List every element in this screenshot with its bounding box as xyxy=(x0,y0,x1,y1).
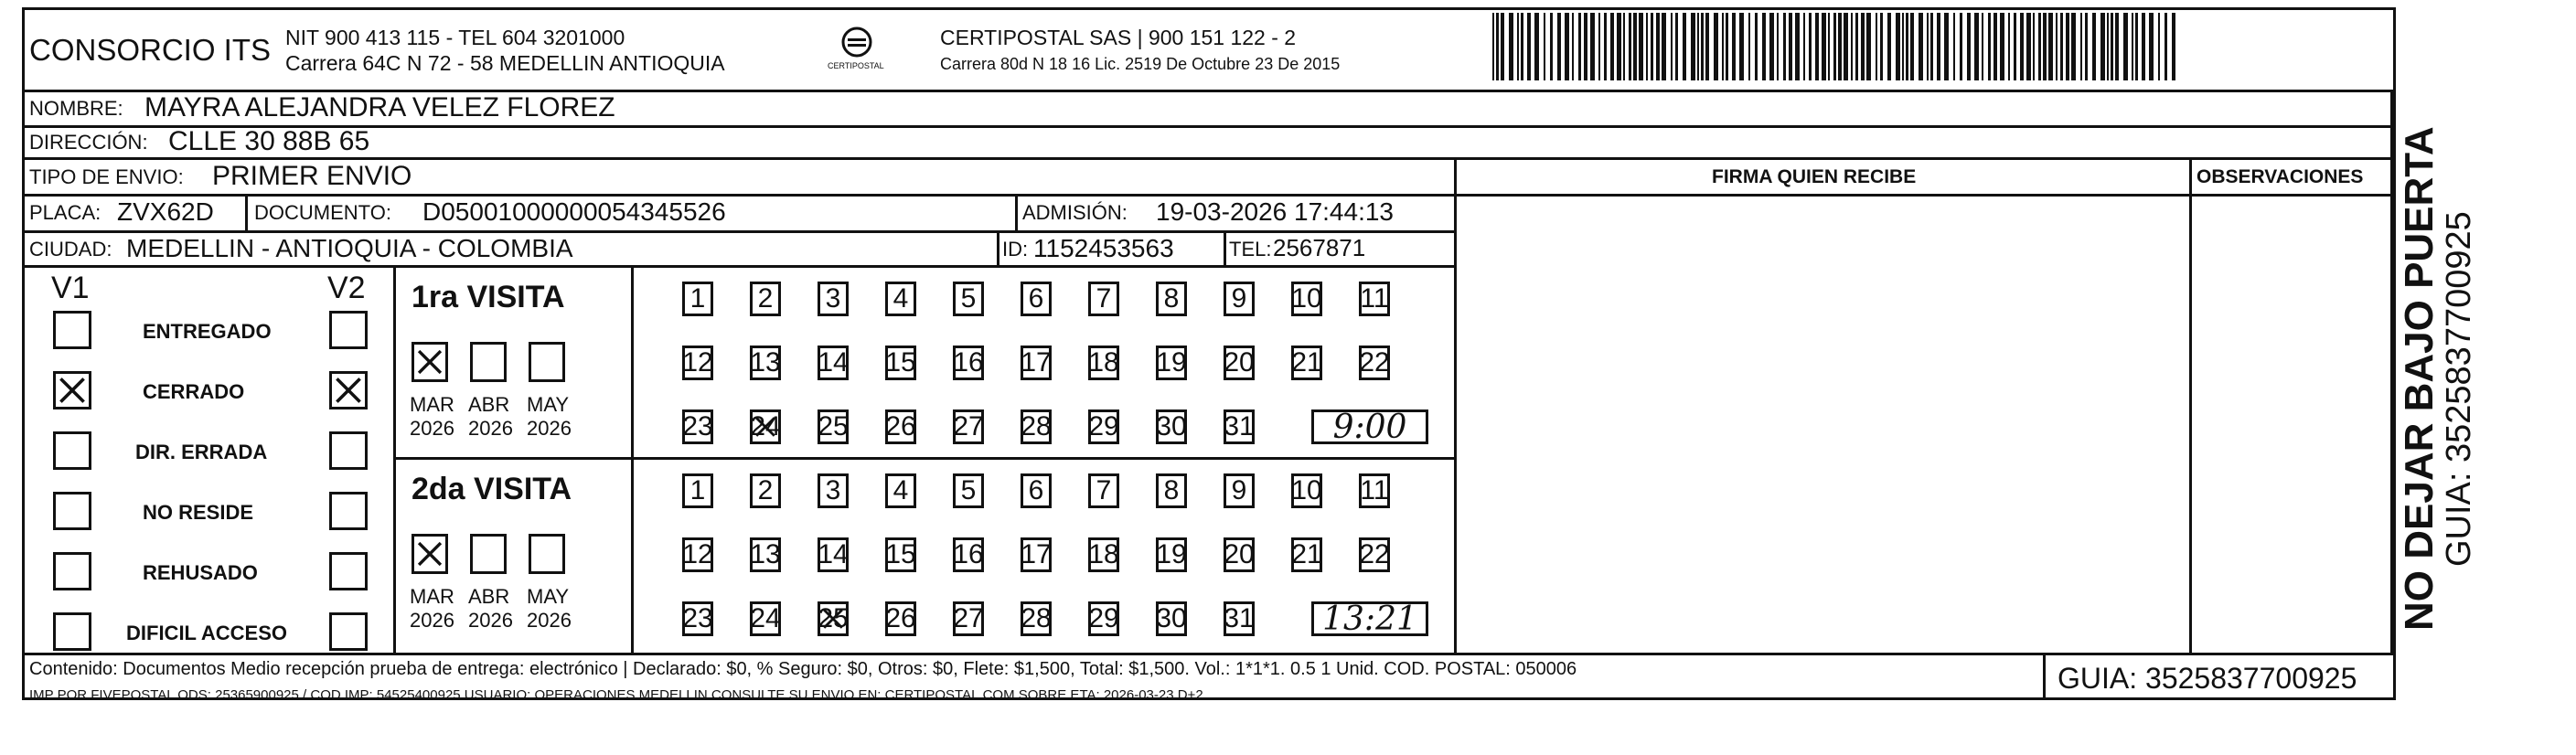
imp-line: IMP POR FIVEPOSTAL ODS: 25365900925 / COD.IMP: 54525400925 USUARIO: OPERACIONES MEDELLIN CONSULTE SU ENVIO EN: CERTIPOSTAL.COM SOBRE ETA: 2026-03-23 D+2 xyxy=(29,687,1203,703)
barcode-bar xyxy=(1610,13,1614,80)
day-box[interactable]: 22 xyxy=(1359,537,1390,572)
visit-title: 1ra VISITA xyxy=(412,280,565,314)
barcode-bar xyxy=(1902,13,1904,80)
month-label: ABR xyxy=(468,585,510,608)
day-box[interactable]: 1 xyxy=(682,282,713,316)
barcode-bar xyxy=(1919,13,1923,80)
barcode-bar xyxy=(1705,13,1709,80)
status-label: ENTREGADO xyxy=(143,320,272,343)
barcode-bar xyxy=(2014,13,2016,80)
barcode-bar xyxy=(2026,13,2031,80)
day-box[interactable]: 19 xyxy=(1156,537,1187,572)
status-v1-checkbox[interactable] xyxy=(53,311,91,349)
day-box[interactable]: 30 xyxy=(1156,409,1187,444)
day-box[interactable]: 29 xyxy=(1088,601,1119,636)
barcode-bar xyxy=(1910,13,1914,80)
day-box[interactable]: 28 xyxy=(1021,409,1052,444)
city-value: MEDELLIN - ANTIOQUIA - COLOMBIA xyxy=(126,234,573,262)
barcode-bar xyxy=(2135,13,2138,80)
month-label: ABR xyxy=(468,393,510,416)
rule xyxy=(22,653,2396,655)
barcode-bar xyxy=(1748,13,1750,80)
day-box[interactable]: 9 xyxy=(1224,282,1255,316)
barcode-bar xyxy=(1557,13,1561,80)
rule xyxy=(2390,90,2393,653)
status-v1-checkbox[interactable] xyxy=(53,431,91,470)
time-box[interactable]: 9:00 xyxy=(1311,409,1428,444)
barcode-bar xyxy=(1755,13,1758,80)
status-v1-checkbox[interactable] xyxy=(53,612,91,651)
barcode-bar xyxy=(1509,13,1513,80)
barcode-bar xyxy=(2085,13,2088,80)
shipment-type: PRIMER ENVIO xyxy=(212,161,412,191)
barcode-bar xyxy=(1855,13,1858,80)
barcode-bar xyxy=(1722,13,1724,80)
day-box[interactable]: 16 xyxy=(953,346,984,380)
barcode-bar xyxy=(1534,13,1539,80)
day-box[interactable]: 14 xyxy=(818,537,849,572)
status-label: REHUSADO xyxy=(143,561,258,584)
day-box[interactable]: 13 xyxy=(750,537,781,572)
day-box[interactable]: 15 xyxy=(885,346,916,380)
type-label: TIPO DE ENVIO: xyxy=(29,165,184,188)
document-label: DOCUMENTO: xyxy=(254,201,391,224)
day-box[interactable]: 14 xyxy=(818,346,849,380)
firma-label: FIRMA QUIEN RECIBE xyxy=(1712,166,1917,187)
company-address: Carrera 64C N 72 - 58 MEDELLIN ANTIOQUIA xyxy=(285,51,725,75)
day-box[interactable]: 8 xyxy=(1156,473,1187,508)
barcode-bar xyxy=(1833,13,1836,80)
day-box[interactable]: 13 xyxy=(750,346,781,380)
month-checkbox[interactable] xyxy=(470,342,507,382)
barcode-bar xyxy=(2107,13,2109,80)
day-box[interactable]: 21 xyxy=(1291,346,1322,380)
day-box[interactable]: 1 xyxy=(682,473,713,508)
day-box[interactable]: 12 xyxy=(682,537,713,572)
rule xyxy=(1224,230,1226,265)
carrier-license: Carrera 80d N 18 16 Lic. 2519 De Octubre 23 De 2015 xyxy=(940,55,1341,73)
day-box[interactable]: 3 xyxy=(818,282,849,316)
day-box[interactable]: 18 xyxy=(1088,346,1119,380)
day-box[interactable]: 7 xyxy=(1088,282,1119,316)
barcode-bar xyxy=(1527,13,1531,80)
status-label: DIFICIL ACCESO xyxy=(126,622,288,644)
rule xyxy=(245,194,248,230)
barcode-bar xyxy=(1675,13,1678,80)
rule xyxy=(1454,194,2390,197)
barcode-bar xyxy=(1851,13,1853,80)
day-box[interactable]: 24 xyxy=(750,601,781,636)
barcode-bar xyxy=(1993,13,1997,80)
month-year: 2026 xyxy=(410,609,454,632)
tel-value: 2567871 xyxy=(1273,234,1366,261)
barcode-bar xyxy=(2043,13,2047,80)
day-box[interactable]: 10 xyxy=(1291,473,1322,508)
barcode-bar xyxy=(1974,13,1979,80)
barcode-bar xyxy=(1838,13,1842,80)
day-box[interactable]: 16 xyxy=(953,537,984,572)
barcode-bar xyxy=(1544,13,1545,80)
rule xyxy=(22,125,2396,128)
barcode-bar xyxy=(1671,13,1673,80)
month-year: 2026 xyxy=(527,609,572,632)
day-box[interactable]: 24 xyxy=(750,409,781,444)
day-box[interactable]: 17 xyxy=(1021,346,1052,380)
day-box[interactable]: 12 xyxy=(682,346,713,380)
barcode-bar xyxy=(2111,13,2113,80)
barcode-bar xyxy=(1789,13,1792,80)
status-v2-checkbox[interactable] xyxy=(329,492,368,530)
barcode-bar xyxy=(1550,13,1553,80)
day-box[interactable]: 26 xyxy=(885,601,916,636)
certipostal-logo xyxy=(828,24,886,79)
barcode-bar xyxy=(1651,13,1653,80)
month-year: 2026 xyxy=(468,609,513,632)
barcode-bar xyxy=(2092,13,2096,80)
barcode-bar xyxy=(1697,13,1699,80)
barcode-bar xyxy=(2008,13,2010,80)
day-box[interactable]: 27 xyxy=(953,409,984,444)
barcode-bar xyxy=(1988,13,1991,80)
barcode-bar xyxy=(1629,13,1631,80)
rule xyxy=(631,265,634,653)
barcode-bar xyxy=(1639,13,1643,80)
nit-line: NIT 900 413 115 - TEL 604 3201000 xyxy=(285,26,625,49)
visit-title: 2da VISITA xyxy=(412,472,572,506)
day-box[interactable]: 20 xyxy=(1224,346,1255,380)
barcode-bar xyxy=(1906,13,1908,80)
barcode-bar xyxy=(1623,13,1625,80)
rule xyxy=(22,157,2396,160)
month-checkbox[interactable] xyxy=(470,534,507,574)
day-box[interactable]: 11 xyxy=(1359,282,1390,316)
month-year: 2026 xyxy=(410,417,454,440)
day-box[interactable]: 6 xyxy=(1021,282,1052,316)
barcode-bar xyxy=(2033,13,2035,80)
barcode-bar xyxy=(1739,13,1744,80)
barcode-bar xyxy=(2071,13,2076,80)
barcode-bar xyxy=(1861,13,1865,80)
no-dejar-bajo-puerta: NO DEJAR BAJO PUERTA xyxy=(2397,126,2442,631)
day-box[interactable]: 25 xyxy=(818,601,849,636)
barcode-bar xyxy=(1937,13,1940,80)
barcode-bar xyxy=(1590,13,1595,80)
barcode-bar xyxy=(2056,13,2058,80)
barcode-bar xyxy=(2172,13,2175,80)
barcode-bar xyxy=(1662,13,1666,80)
barcode-bar xyxy=(1880,13,1883,80)
plate-label: PLACA: xyxy=(29,201,102,224)
day-box[interactable]: 18 xyxy=(1088,537,1119,572)
v1-label: V1 xyxy=(51,271,90,305)
barcode-bar xyxy=(1967,13,1971,80)
content-line: Contenido: Documentos Medio recepción prueba de entrega: electrónico | Declarado: $0, % Seguro: $0, Otros: $0, Flete: $1,500, Total: $1,500. Vol.: 1*1*1. 0.5 1 Unid. COD. POSTAL: 050006 xyxy=(29,659,1577,679)
month-checkbox[interactable] xyxy=(529,534,565,574)
status-v2-checkbox[interactable] xyxy=(329,431,368,470)
barcode-bar xyxy=(1656,13,1660,80)
day-box[interactable]: 15 xyxy=(885,537,916,572)
recipient-address: CLLE 30 88B 65 xyxy=(168,126,370,156)
rule xyxy=(393,457,1456,460)
month-label: MAR xyxy=(410,393,454,416)
day-box[interactable]: 8 xyxy=(1156,282,1187,316)
rule xyxy=(393,265,396,653)
day-box[interactable]: 7 xyxy=(1088,473,1119,508)
day-box[interactable]: 28 xyxy=(1021,601,1052,636)
day-box[interactable]: 29 xyxy=(1088,409,1119,444)
company-name: CONSORCIO ITS xyxy=(29,33,272,67)
barcode-bar xyxy=(1815,13,1819,80)
id-value: 1152453563 xyxy=(1033,234,1174,262)
barcode-bar xyxy=(1496,13,1499,80)
day-box[interactable]: 5 xyxy=(953,282,984,316)
month-checkbox[interactable] xyxy=(412,534,448,574)
barcode-bar xyxy=(1633,13,1637,80)
barcode-bar xyxy=(1809,13,1812,80)
rule xyxy=(1015,194,1018,230)
status-v2-checkbox[interactable] xyxy=(329,552,368,590)
barcode-bar xyxy=(1876,13,1877,80)
name-label: NOMBRE: xyxy=(29,97,123,120)
rule xyxy=(22,230,1456,233)
month-label: MAR xyxy=(410,585,454,608)
barcode-bar xyxy=(2149,13,2154,80)
day-box[interactable]: 31 xyxy=(1224,409,1255,444)
barcode-bar xyxy=(1828,13,1830,80)
day-box[interactable]: 30 xyxy=(1156,601,1187,636)
day-box[interactable]: 26 xyxy=(885,409,916,444)
day-box[interactable]: 4 xyxy=(885,473,916,508)
barcode-bar xyxy=(1617,13,1621,80)
barcode-bar xyxy=(1844,13,1848,80)
barcode-bar xyxy=(1701,13,1704,80)
barcode-bar xyxy=(1953,13,1955,80)
barcode-bar xyxy=(2060,13,2063,80)
barcode-bar xyxy=(1927,13,1929,80)
barcode-bar xyxy=(1896,13,1900,80)
day-box[interactable]: 20 xyxy=(1224,537,1255,572)
barcode-bar xyxy=(1783,13,1786,80)
barcode-bar xyxy=(1714,13,1718,80)
month-year: 2026 xyxy=(527,417,572,440)
status-v2-checkbox[interactable] xyxy=(329,311,368,349)
rule xyxy=(1454,157,1457,653)
barcode-bar xyxy=(1521,13,1523,80)
barcode-bar xyxy=(1683,13,1686,80)
barcode-bar xyxy=(1732,13,1736,80)
admission-value: 19-03-2026 17:44:13 xyxy=(1156,197,1394,226)
barcode-bar xyxy=(2080,13,2082,80)
day-box[interactable]: 10 xyxy=(1291,282,1322,316)
barcode-bar xyxy=(1930,13,1933,80)
day-box[interactable]: 6 xyxy=(1021,473,1052,508)
status-v2-checkbox[interactable] xyxy=(329,371,368,409)
status-label: CERRADO xyxy=(143,380,245,403)
barcode-bar xyxy=(1960,13,1962,80)
status-v2-checkbox[interactable] xyxy=(329,612,368,651)
barcode-bar xyxy=(2048,13,2053,80)
observaciones-label: OBSERVACIONES xyxy=(2197,166,2364,187)
day-box[interactable]: 5 xyxy=(953,473,984,508)
barcode-bar xyxy=(1492,13,1494,80)
barcode-bar xyxy=(1866,13,1871,80)
barcode-bar xyxy=(1822,13,1826,80)
id-label: ID: xyxy=(1002,238,1029,261)
day-box[interactable]: 23 xyxy=(682,601,713,636)
barcode-bar xyxy=(1565,13,1569,80)
barcode-bar xyxy=(2020,13,2024,80)
barcode-bar xyxy=(1982,13,1983,80)
barcode-bar xyxy=(1578,13,1581,80)
barcode xyxy=(1492,13,2178,80)
tel-label: TEL: xyxy=(1229,238,1272,261)
guia-box-text: GUIA: 3525837700925 xyxy=(2058,662,2357,695)
barcode-bar xyxy=(2142,13,2145,80)
day-box[interactable]: 21 xyxy=(1291,537,1322,572)
day-mark xyxy=(820,604,846,633)
day-box[interactable]: 25 xyxy=(818,409,849,444)
barcode-bar xyxy=(1777,13,1779,80)
day-box[interactable]: 9 xyxy=(1224,473,1255,508)
rule xyxy=(22,265,1456,268)
month-checkbox[interactable] xyxy=(412,342,448,382)
barcode-bar xyxy=(1944,13,1949,80)
document-value: D05001000000054345526 xyxy=(422,197,726,226)
status-label: NO RESIDE xyxy=(143,501,254,524)
admission-label: ADMISIÓN: xyxy=(1022,201,1128,224)
day-box[interactable]: 19 xyxy=(1156,346,1187,380)
day-box[interactable]: 2 xyxy=(750,473,781,508)
barcode-bar xyxy=(1803,13,1805,80)
logo-text: CERTIPOSTAL xyxy=(828,61,884,70)
day-box[interactable]: 17 xyxy=(1021,537,1052,572)
day-box[interactable]: 3 xyxy=(818,473,849,508)
barcode-bar xyxy=(1584,13,1587,80)
barcode-bar xyxy=(1887,13,1891,80)
day-box[interactable]: 11 xyxy=(1359,473,1390,508)
day-box[interactable]: 23 xyxy=(682,409,713,444)
day-box[interactable]: 2 xyxy=(750,282,781,316)
status-v1-checkbox[interactable] xyxy=(53,371,91,409)
barcode-bar xyxy=(1762,13,1766,80)
barcode-bar xyxy=(2164,13,2167,80)
barcode-bar xyxy=(1598,13,1600,80)
barcode-bar xyxy=(1604,13,1607,80)
month-label: MAY xyxy=(527,393,570,416)
barcode-bar xyxy=(2000,13,2004,80)
status-v1-checkbox[interactable] xyxy=(53,492,91,530)
plate-value: ZVX62D xyxy=(117,197,214,226)
rule xyxy=(2189,157,2192,653)
barcode-bar xyxy=(2100,13,2105,80)
month-year: 2026 xyxy=(468,417,513,440)
barcode-bar xyxy=(1572,13,1574,80)
barcode-bar xyxy=(2066,13,2069,80)
day-box[interactable]: 31 xyxy=(1224,601,1255,636)
recipient-name: MAYRA ALEJANDRA VELEZ FLOREZ xyxy=(144,92,615,122)
barcode-bar xyxy=(2158,13,2160,80)
time-box[interactable]: 13:21 xyxy=(1311,601,1428,636)
day-box[interactable]: 4 xyxy=(885,282,916,316)
barcode-bar xyxy=(1646,13,1648,80)
barcode-bar xyxy=(1726,13,1728,80)
city-label: CIUDAD: xyxy=(29,238,112,261)
barcode-bar xyxy=(1517,13,1519,80)
barcode-bar xyxy=(2038,13,2041,80)
day-box[interactable]: 22 xyxy=(1359,346,1390,380)
barcode-bar xyxy=(2132,13,2133,80)
status-label: DIR. ERRADA xyxy=(135,441,268,463)
day-mark xyxy=(753,412,778,441)
barcode-bar xyxy=(1769,13,1774,80)
barcode-bar xyxy=(2115,13,2119,80)
barcode-bar xyxy=(1795,13,1800,80)
barcode-bar xyxy=(2123,13,2128,80)
address-label: DIRECCIÓN: xyxy=(29,131,148,154)
month-checkbox[interactable] xyxy=(529,342,565,382)
carrier-line: CERTIPOSTAL SAS | 900 151 122 - 2 xyxy=(940,26,1297,49)
rule xyxy=(997,230,999,265)
month-label: MAY xyxy=(527,585,570,608)
barcode-bar xyxy=(1691,13,1695,80)
v2-label: V2 xyxy=(327,271,366,305)
barcode-bar xyxy=(1501,13,1504,80)
side-guia: GUIA: 3525837700925 xyxy=(2440,211,2478,567)
day-box[interactable]: 27 xyxy=(953,601,984,636)
status-v1-checkbox[interactable] xyxy=(53,552,91,590)
